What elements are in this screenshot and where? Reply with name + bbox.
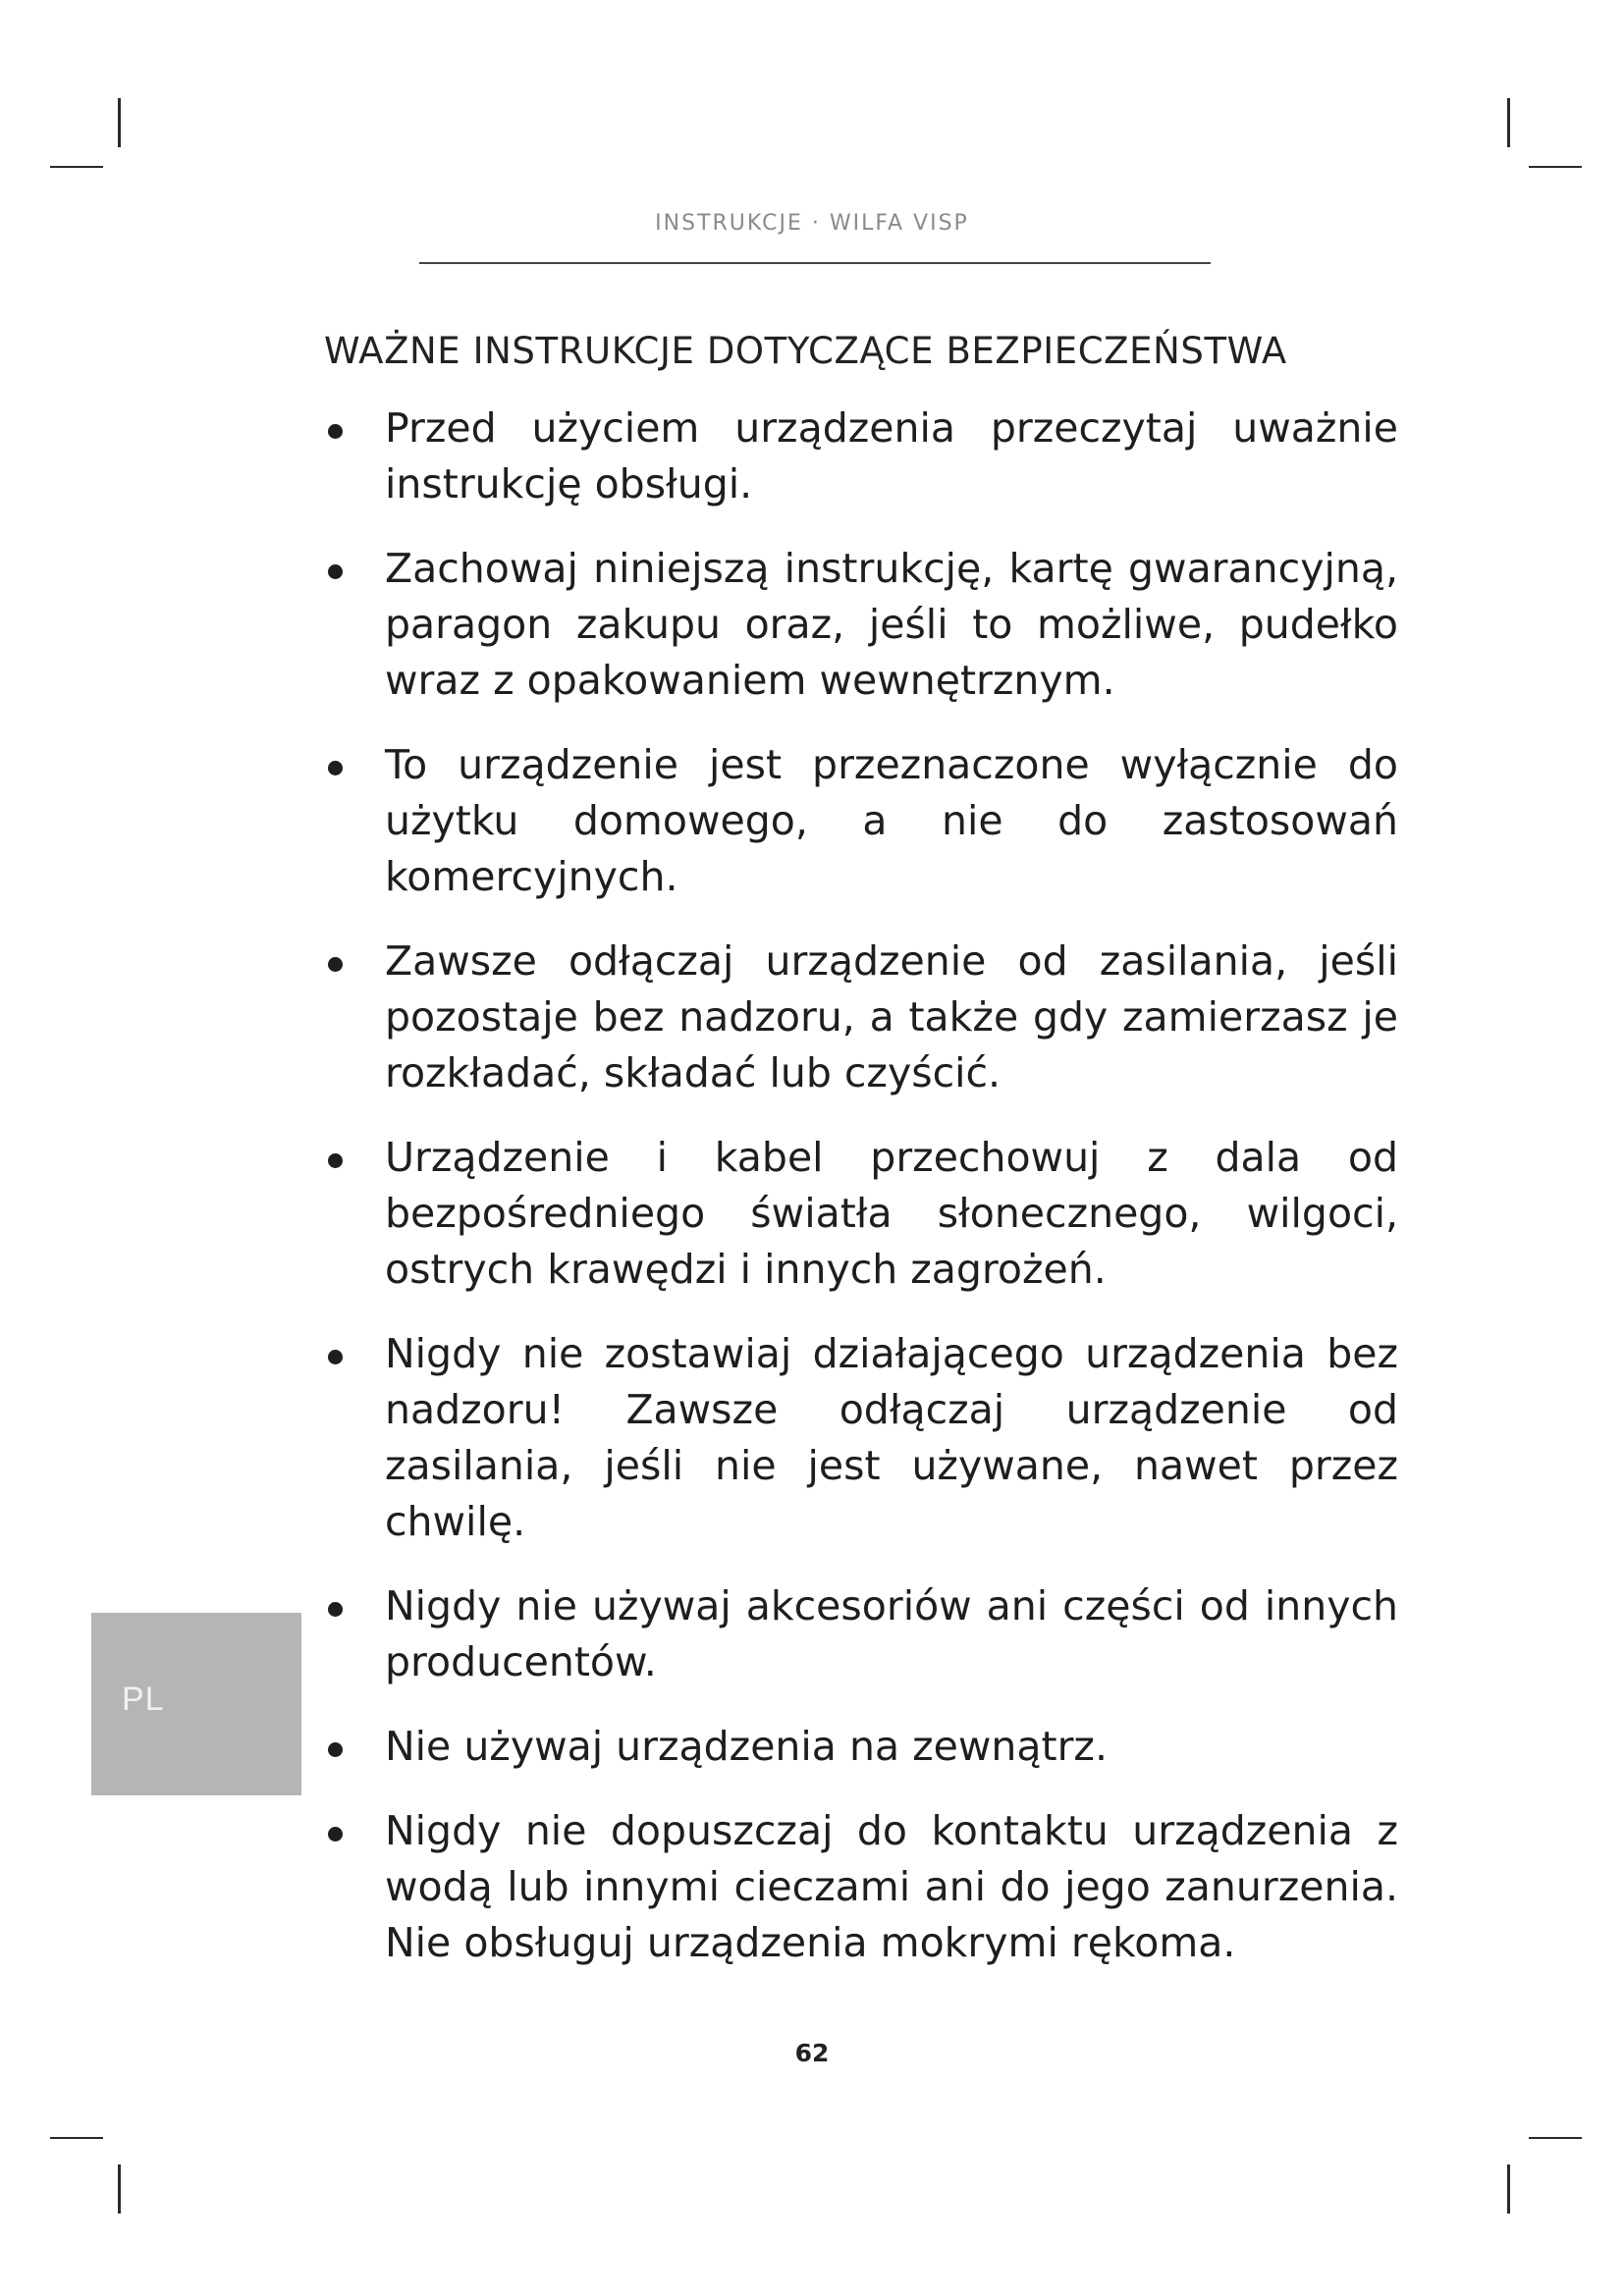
page-number: 62 — [794, 2039, 830, 2067]
bullet-icon — [328, 1602, 343, 1617]
crop-mark-bottom-left-vertical — [118, 2164, 121, 2214]
language-tab-label: PL — [122, 1681, 165, 1718]
running-header: INSTRUKCJE · WILFA VISP — [655, 211, 969, 236]
list-item-text: Nie używaj urządzenia na zewnątrz. — [385, 1723, 1108, 1770]
list-item-text: Zawsze odłączaj urządzenie od zasilania, jeśli pozostaje bez nadzoru, a także gdy zamierzasz je rozkładać, składać lub czyścić. — [385, 937, 1398, 1096]
list-item — [324, 934, 1398, 1101]
bullet-icon — [328, 564, 343, 579]
list-item — [324, 1719, 1398, 1775]
bullet-icon — [328, 1742, 343, 1757]
header-divider — [419, 262, 1211, 264]
crop-mark-bottom-right-vertical — [1507, 2164, 1510, 2214]
list-item — [324, 1326, 1398, 1550]
bullet-icon — [328, 1153, 343, 1168]
crop-mark-top-left-horizontal — [50, 166, 103, 168]
list-item — [324, 541, 1398, 709]
list-item-text: Przed użyciem urządzenia przeczytaj uważnie instrukcję obsługi. — [385, 404, 1398, 507]
crop-mark-top-left-vertical — [118, 98, 121, 147]
list-item — [324, 1578, 1398, 1690]
bullet-icon — [328, 957, 343, 972]
bullet-icon — [328, 1827, 343, 1842]
list-item — [324, 737, 1398, 905]
bullet-icon — [328, 424, 343, 439]
list-item-text: Nigdy nie zostawiaj działającego urządzenia bez nadzoru! Zawsze odłączaj urządzenie od zasilania, jeśli nie jest używane, nawet przez chwilę. — [385, 1330, 1398, 1545]
crop-mark-bottom-left-horizontal — [50, 2137, 103, 2139]
safety-instructions-list — [324, 400, 1398, 2000]
list-item — [324, 1130, 1398, 1298]
list-item-text: Zachowaj niniejszą instrukcję, kartę gwarancyjną, paragon zakupu oraz, jeśli to możliwe, pudełko wraz z opakowaniem wewnętrznym. — [385, 545, 1398, 704]
list-item-text: Urządzenie i kabel przechowuj z dala od bezpośredniego światła słonecznego, wilgoci, ostrych krawędzi i innych zagrożeń. — [385, 1134, 1398, 1293]
list-item-text: Nigdy nie używaj akcesoriów ani części od innych producentów. — [385, 1582, 1398, 1685]
crop-mark-top-right-vertical — [1507, 98, 1510, 147]
list-item — [324, 400, 1398, 512]
list-item-text: To urządzenie jest przeznaczone wyłącznie do użytku domowego, a nie do zastosowań komercyjnych. — [385, 741, 1398, 900]
bullet-icon — [328, 1350, 343, 1364]
bullet-icon — [328, 761, 343, 775]
section-title: WAŻNE INSTRUKCJE DOTYCZĄCE BEZPIECZEŃSTWA — [324, 330, 1287, 372]
crop-mark-top-right-horizontal — [1529, 166, 1582, 168]
list-item — [324, 1803, 1398, 1971]
crop-mark-bottom-right-horizontal — [1529, 2137, 1582, 2139]
list-item-text: Nigdy nie dopuszczaj do kontaktu urządzenia z wodą lub innymi cieczami ani do jego zanurzenia. Nie obsługuj urządzenia mokrymi rękoma. — [385, 1807, 1398, 1966]
